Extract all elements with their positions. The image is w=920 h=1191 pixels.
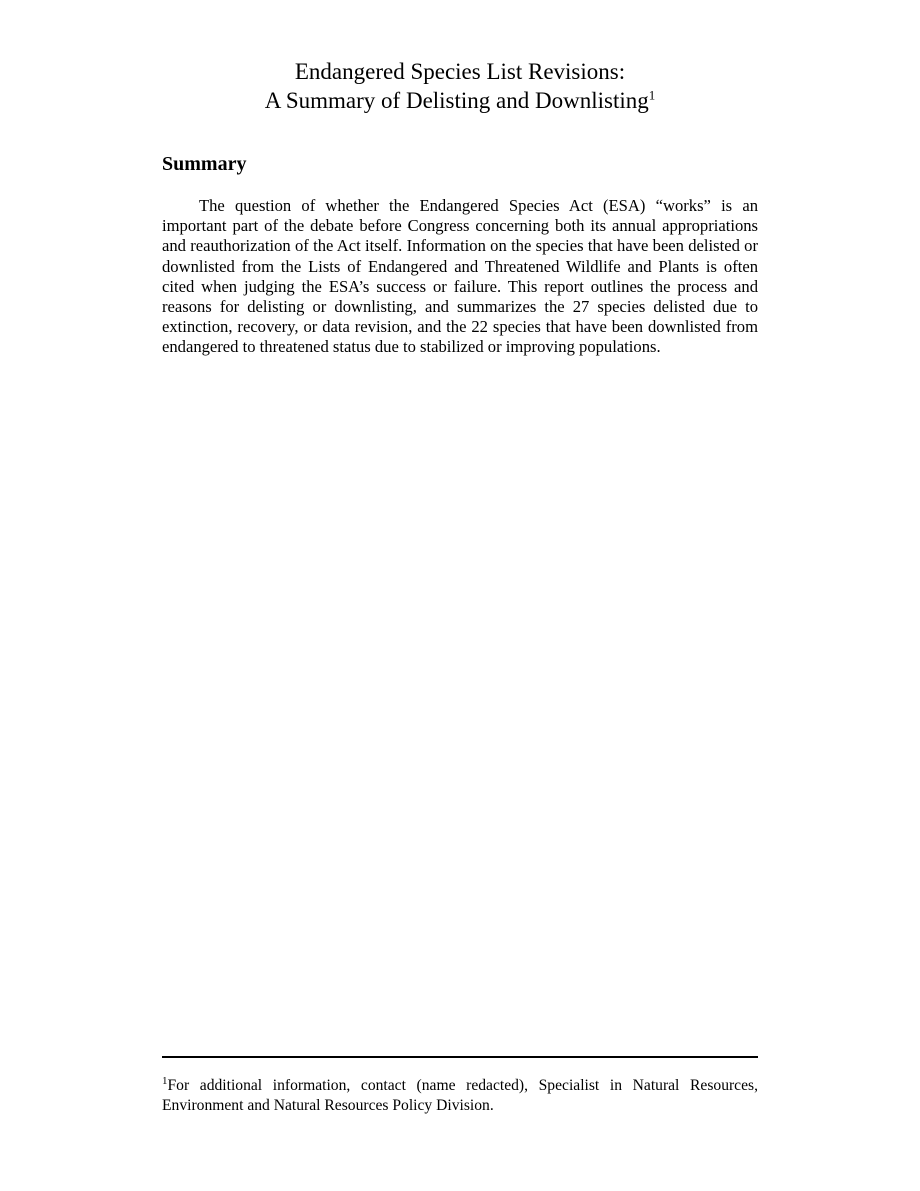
- document-title: [0, 57, 920, 115]
- footnote: [162, 1076, 758, 1115]
- title-line-2: [0, 86, 920, 115]
- title-line-2-text: A Summary of Delisting and Downlisting: [264, 88, 649, 113]
- footnote-marker: 1: [162, 1074, 168, 1087]
- footnote-text: For additional information, contact (name redacted), Specialist in Natural Resources, Environment and Natural Resources Policy Division.: [162, 1077, 758, 1114]
- summary-heading: Summary: [162, 153, 247, 175]
- title-line-1: Endangered Species List Revisions:: [294, 59, 626, 84]
- summary-paragraph: The question of whether the Endangered Species Act (ESA) “works” is an important part of the debate before Congress concerning both its annual appropriations and reauthorization of the Act itself. Information on the species that have been delisted or downlisted from the Lists of Endangered and Threatened Wildlife and Plants is often cited when judging the ESA’s success or failure. This report outlines the process and reasons for delisting or downlisting, and summarizes the 27 species delisted due to extinction, recovery, or data revision, and the 22 species that have been downlisted from endangered to threatened status due to stabilized or improving populations.: [162, 196, 758, 357]
- footnote-divider: [162, 1056, 758, 1058]
- title-footnote-reference[interactable]: 1: [648, 87, 656, 103]
